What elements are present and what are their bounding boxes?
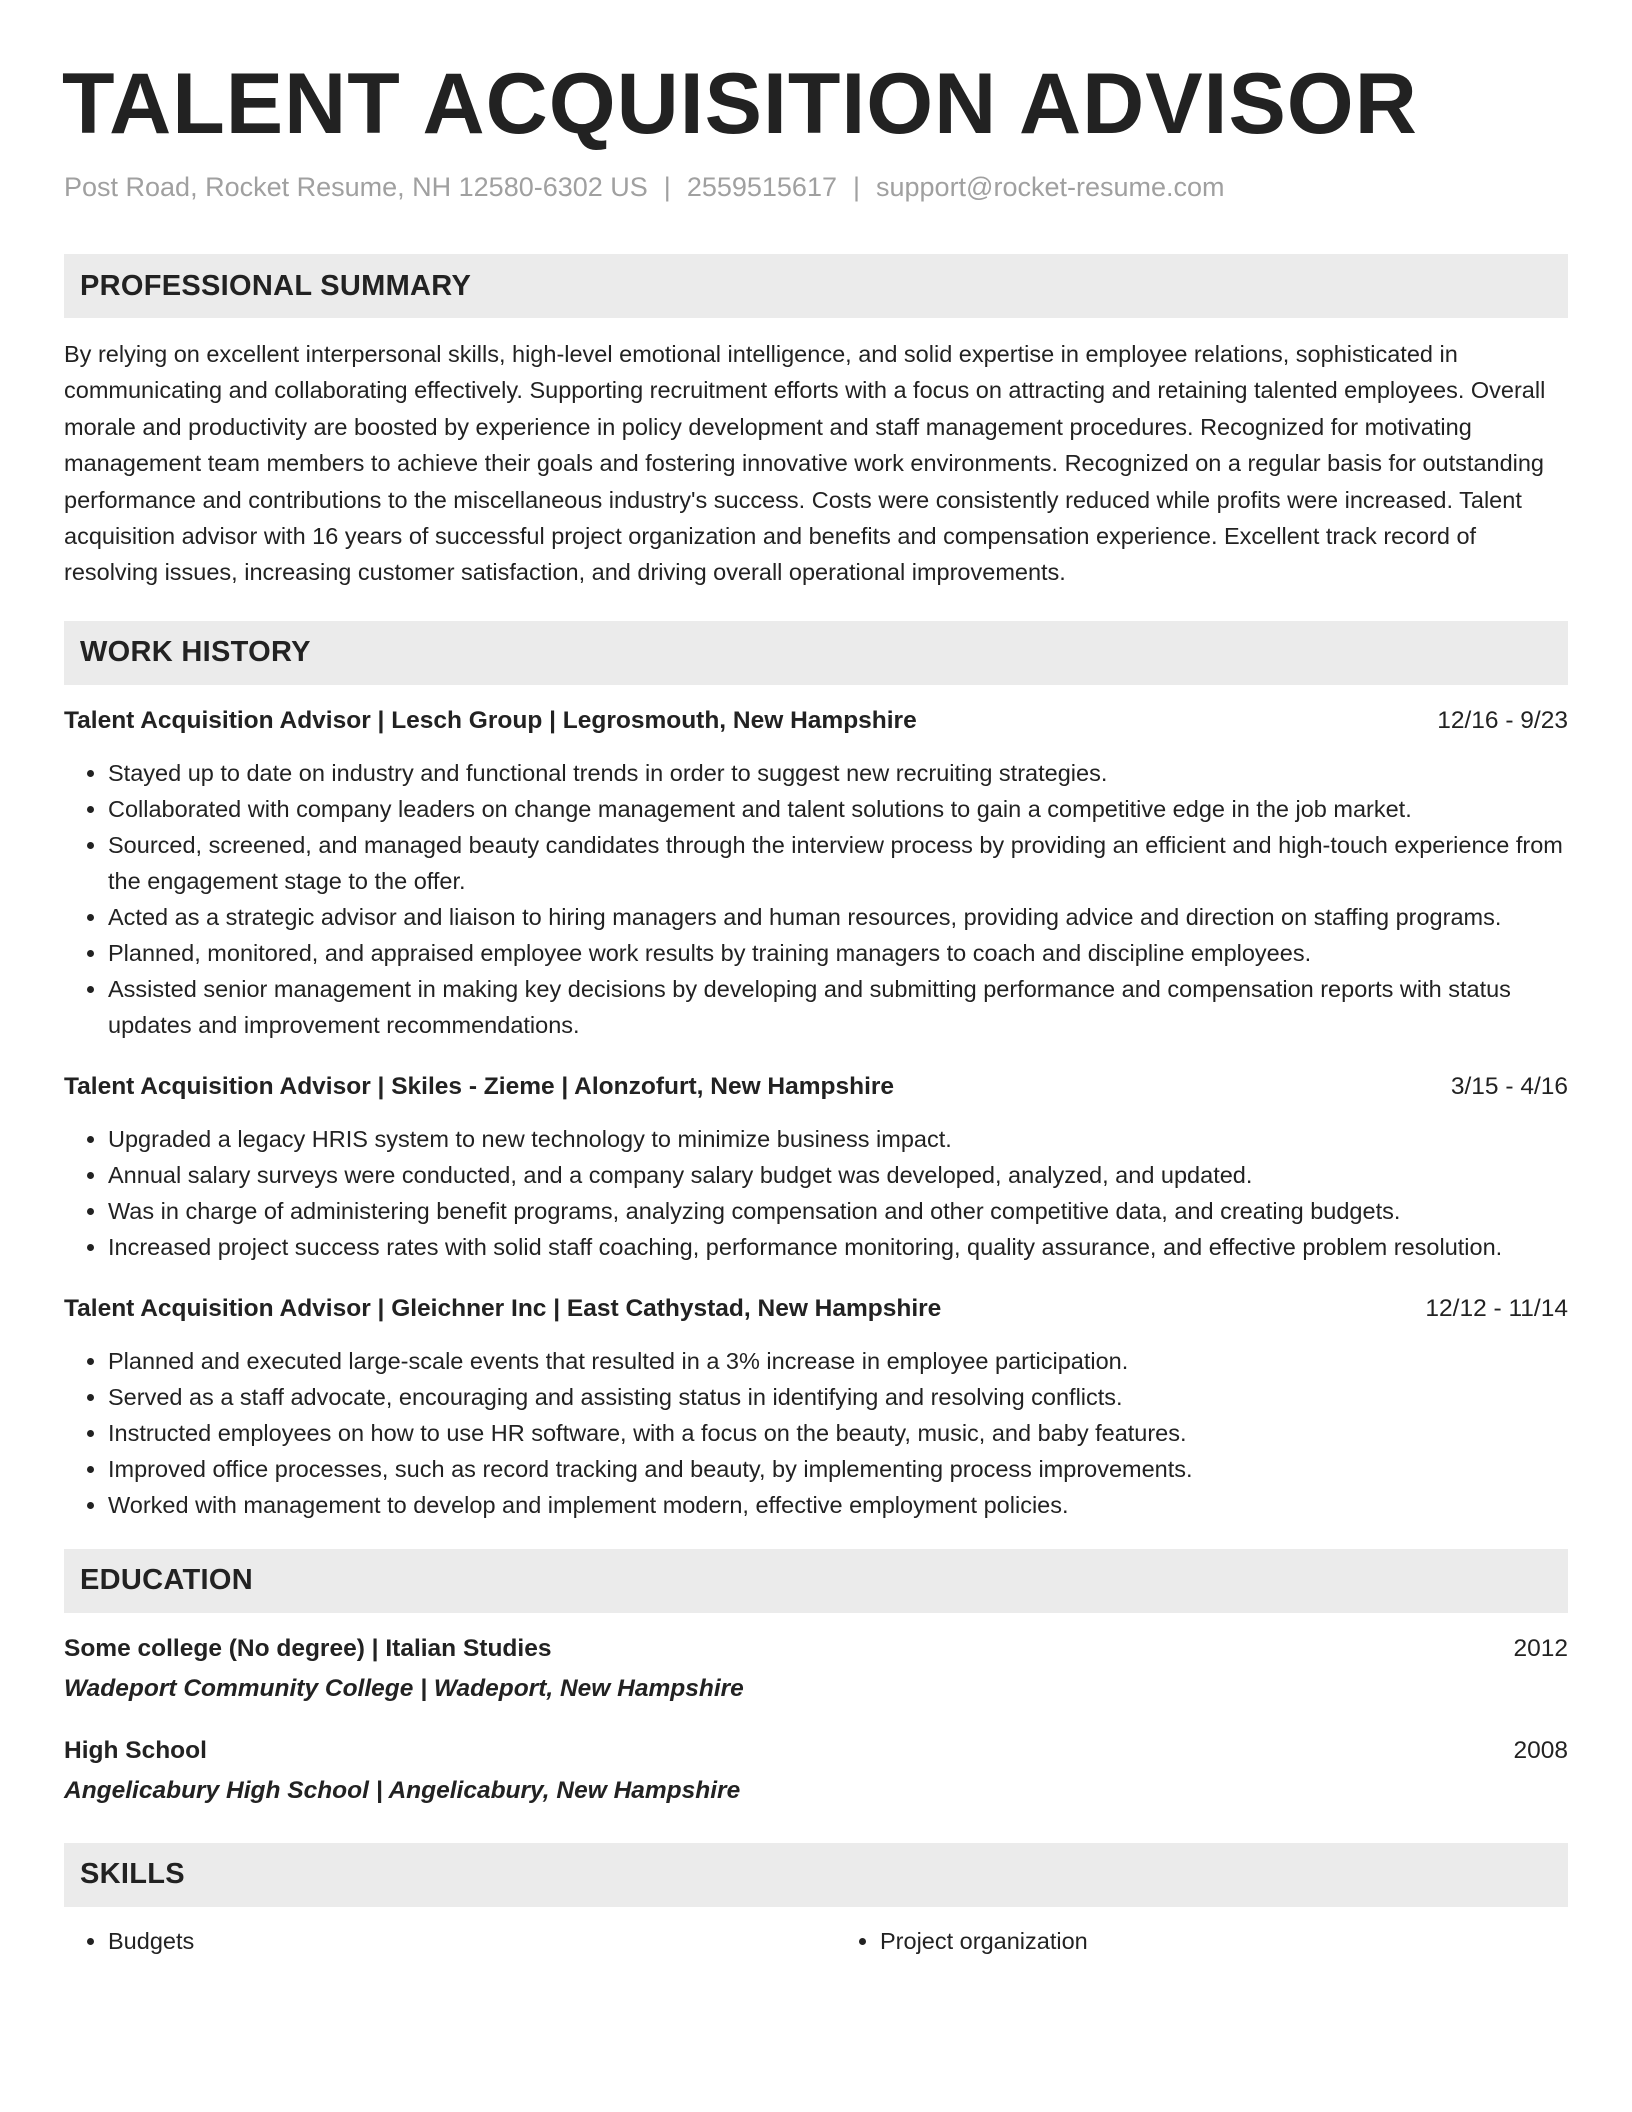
job-bullet: • Served as a staff advocate, encouraging and assisting status in identifying and resolving conflicts.: [108, 1379, 1568, 1415]
job-bullet: • Planned, monitored, and appraised employee work results by training managers to coach and discipline employees.: [108, 935, 1568, 971]
job-entry: [64, 703, 1568, 1043]
skill-item: • Budgets: [108, 1923, 796, 1959]
education-header: [64, 1631, 1568, 1667]
education-degree: High School: [64, 1736, 207, 1764]
section-header-summary: PROFESSIONAL SUMMARY: [64, 254, 1568, 318]
job-heading: Talent Acquisition Advisor | Skiles - Zieme | Alonzofurt, New Hampshire: [64, 1072, 895, 1100]
job-bullet: • Collaborated with company leaders on change management and talent solutions to gain a competitive edge in the job market.: [108, 791, 1568, 827]
job-heading: Talent Acquisition Advisor | Lesch Group | Legrosmouth, New Hampshire: [64, 706, 917, 734]
education-year: 2012: [1513, 1634, 1568, 1662]
contact-separator: |: [663, 172, 671, 202]
summary-paragraph: By relying on excellent interpersonal skills, high-level emotional intelligence, and solid expertise in employee relations, sophisticated in communicating and collaborating effectively. Supporting recruitment efforts with a focus on attracting and retaining talented employees. Overall morale and productivity are boosted by experience in policy development and staff management procedures. Recognized for motivating management team members to achieve their goals and fostering innovative work environments. Recognized on a regular basis for outstanding performance and contributions to the miscellaneous industry's success. Costs were consistently reduced while profits were increased. Talent acquisition advisor with 16 years of successful project organization and benefits and compensation experience. Excellent track record of resolving issues, increasing customer satisfaction, and driving overall operational improvements.: [64, 341, 1546, 586]
job-bullet: • Increased project success rates with solid staff coaching, performance monitoring, quality assurance, and effective problem resolution.: [108, 1229, 1568, 1265]
section-header-skills: SKILLS: [64, 1843, 1568, 1907]
job-bullet: • Stayed up to date on industry and functional trends in order to suggest new recruiting strategies.: [108, 755, 1568, 791]
contact-address: Post Road, Rocket Resume, NH 12580-6302 US: [64, 172, 648, 202]
education-year: 2008: [1513, 1736, 1568, 1764]
contact-email: support@rocket-resume.com: [876, 172, 1225, 202]
skills-column-left: [64, 1923, 796, 1959]
section-header-education: EDUCATION: [64, 1549, 1568, 1613]
resume-name-title: TALENT ACQUISITION ADVISOR: [62, 56, 1418, 152]
job-entry: [64, 1069, 1568, 1265]
job-bullet: • Upgraded a legacy HRIS system to new technology to minimize business impact.: [108, 1121, 1568, 1157]
job-dates: 3/15 - 4/16: [1450, 1072, 1568, 1100]
job-bullets: [64, 1121, 1568, 1265]
job-dates: 12/16 - 9/23: [1437, 706, 1568, 734]
job-bullet: • Worked with management to develop and implement modern, effective employment policies.: [108, 1487, 1568, 1523]
education-school: Angelicabury High School | Angelicabury, New Hampshire: [64, 1776, 741, 1804]
skill-item: • Project organization: [880, 1923, 1568, 1959]
job-bullet: • Instructed employees on how to use HR software, with a focus on the beauty, music, and baby features.: [108, 1415, 1568, 1451]
job-bullet: • Planned and executed large-scale events that resulted in a 3% increase in employee participation.: [108, 1343, 1568, 1379]
education-degree: Some college (No degree) | Italian Studies: [64, 1634, 552, 1662]
education-entry: [64, 1733, 1568, 1809]
contact-phone: 2559515617: [686, 172, 837, 202]
job-header: [64, 1069, 1568, 1105]
job-entry: [64, 1291, 1568, 1523]
contact-separator: |: [852, 172, 860, 202]
education-header: [64, 1733, 1568, 1769]
job-bullet: • Improved office processes, such as record tracking and beauty, by implementing process improvements.: [108, 1451, 1568, 1487]
job-header: [64, 1291, 1568, 1327]
job-header: [64, 703, 1568, 739]
job-bullets: [64, 755, 1568, 1043]
job-dates: 12/12 - 11/14: [1425, 1294, 1568, 1322]
job-bullets: [64, 1343, 1568, 1523]
job-bullet: • Annual salary surveys were conducted, and a company salary budget was developed, analyzed, and updated.: [108, 1157, 1568, 1193]
section-header-work-history: WORK HISTORY: [64, 621, 1568, 685]
job-bullet: • Sourced, screened, and managed beauty candidates through the interview process by providing an efficient and high-touch experience from the engagement stage to the offer.: [108, 827, 1568, 899]
skills-grid: [64, 1923, 1568, 1959]
education-entry: [64, 1631, 1568, 1707]
job-bullet: • Was in charge of administering benefit programs, analyzing compensation and other competitive data, and creating budgets.: [108, 1193, 1568, 1229]
job-heading: Talent Acquisition Advisor | Gleichner Inc | East Cathystad, New Hampshire: [64, 1294, 942, 1322]
job-bullet: • Assisted senior management in making key decisions by developing and submitting performance and compensation reports with status updates and improvement recommendations.: [108, 971, 1568, 1043]
job-bullet: • Acted as a strategic advisor and liaison to hiring managers and human resources, providing advice and direction on staffing programs.: [108, 899, 1568, 935]
contact-line: [64, 170, 1568, 204]
skills-column-right: [836, 1923, 1568, 1959]
education-school: Wadeport Community College | Wadeport, New Hampshire: [64, 1674, 744, 1702]
